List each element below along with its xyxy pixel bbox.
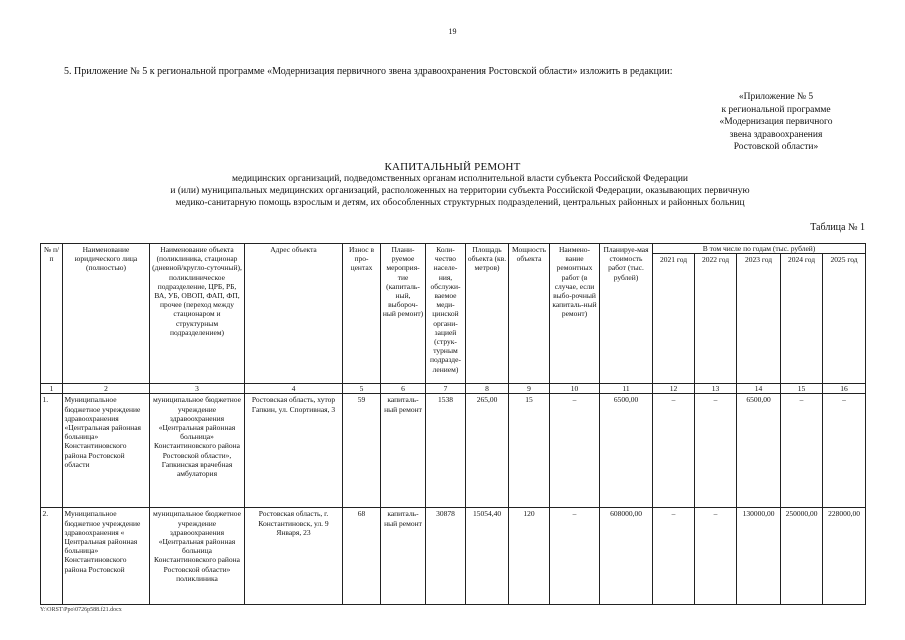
column-number: 16: [823, 384, 866, 394]
file-path-footer: Y:\ORST\Ppo\0726p588.f21.docx: [40, 607, 122, 613]
column-number: 14: [737, 384, 781, 394]
column-number: 7: [426, 384, 466, 394]
header-year-2024: 2024 год: [781, 254, 823, 384]
cell-entity: Муниципальное бюджетное учреждение здравоохранения « Центральная районная больница» Константиновского района Ростовской: [63, 508, 150, 605]
cell-population: 30878: [426, 508, 466, 605]
cell-capacity: 120: [509, 508, 550, 605]
column-number: 3: [150, 384, 245, 394]
cell-year-2024: 250000,00: [781, 508, 823, 605]
appendix-line: Ростовской области»: [733, 142, 819, 152]
document-subtitle: [60, 173, 860, 209]
header-object: Наименование объекта (поликлиника, стационар (дневной/кругло-суточный), поликлиническое подразделение, ЦРБ, РБ, ВА, УБ, ОВОП, ФАП, ФП, прочее (переход между стационаром и структурным подразделением): [150, 244, 245, 384]
cell-wear: 59: [343, 394, 381, 508]
column-number: 1: [41, 384, 63, 394]
page-number: 19: [448, 27, 457, 36]
cell-measure: капиталь-ный ремонт: [381, 508, 426, 605]
table-row: [41, 508, 866, 605]
header-year-2023: 2023 год: [737, 254, 781, 384]
cell-year-2025: –: [823, 394, 866, 508]
cell-works: –: [550, 394, 600, 508]
cell-year-2023: 6500,00: [737, 394, 781, 508]
header-entity: Наименование юридического лица (полностью): [63, 244, 150, 384]
subtitle-line: медицинских организаций, подведомственных органам исполнительной власти субъекта Российской Федерации: [231, 174, 689, 184]
cell-address: Ростовская область, хутор Гапкин, ул. Спортивная, 3: [245, 394, 343, 508]
column-number: 11: [600, 384, 653, 394]
header-measure: Плани-руемое мероприя-тие (капиталь-ный, выбороч-ный ремонт): [381, 244, 426, 384]
column-number: 8: [466, 384, 509, 394]
header-population: Коли-чество населе-ния, обслужи-ваемое меди-цинской органи-зацией (струк-турным подразде-лением): [426, 244, 466, 384]
cell-cost: 608000,00: [600, 508, 653, 605]
cell-num: 2.: [41, 508, 63, 605]
cell-capacity: 15: [509, 394, 550, 508]
cell-year-2024: –: [781, 394, 823, 508]
header-capacity: Мощность объекта: [509, 244, 550, 384]
header-year-2025: 2025 год: [823, 254, 866, 384]
appendix-reference: [688, 91, 864, 154]
cell-object: муниципальное бюджетное учреждение здравоохранения «Центральная районная больница Константиновского района Ростовской области» поликлиника: [150, 508, 245, 605]
cell-year-2023: 130000,00: [737, 508, 781, 605]
column-number: 15: [781, 384, 823, 394]
table-row: [41, 394, 866, 508]
column-number: 5: [343, 384, 381, 394]
appendix-line: «Модернизация первичного: [719, 117, 833, 127]
header-wear: Износ в про-центах: [343, 244, 381, 384]
subtitle-line: и (или) муниципальных медицинских организаций, расположенных на территории субъекта Российской Федерации, оказывающих первичную: [170, 186, 750, 196]
column-number: 10: [550, 384, 600, 394]
column-number: 12: [653, 384, 695, 394]
cell-measure: капиталь-ный ремонт: [381, 394, 426, 508]
header-area: Площадь объекта (кв. метров): [466, 244, 509, 384]
cell-object: муниципальное бюджетное учреждение здравоохранения «Центральная районная больница» Константиновского района Ростовской области», Гапкинская врачебная амбулатория: [150, 394, 245, 508]
cell-cost: 6500,00: [600, 394, 653, 508]
appendix-line: к региональной программе: [721, 104, 831, 115]
cell-area: 265,00: [466, 394, 509, 508]
appendix-line: «Приложение № 5: [738, 92, 814, 102]
column-number: 13: [695, 384, 737, 394]
header-address: Адрес объекта: [245, 244, 343, 384]
cell-year-2022: –: [695, 394, 737, 508]
header-cost: Планируе-мая стоимость работ (тыс. рублей): [600, 244, 653, 384]
cell-address: Ростовская область, г. Константиновск, ул. 9 Января, 23: [245, 508, 343, 605]
header-years-group: В том числе по годам (тыс. рублей): [653, 244, 866, 254]
subtitle-line: медико-санитарную помощь взрослым и детям, их обособленных структурных подразделений, центральных районных и районных больниц: [175, 198, 745, 208]
column-number: 9: [509, 384, 550, 394]
document-title: КАПИТАЛЬНЫЙ РЕМОНТ: [384, 161, 521, 173]
header-works: Наимено-вание ремонтных работ (в случае, если выбо-рочный капиталь-ный ремонт): [550, 244, 600, 384]
cell-num: 1.: [41, 394, 63, 508]
header-year-2022: 2022 год: [695, 254, 737, 384]
appendix-line: звена здравоохранения: [729, 129, 823, 140]
column-number: 2: [63, 384, 150, 394]
cell-year-2021: –: [653, 394, 695, 508]
cell-area: 15054,40: [466, 508, 509, 605]
cell-population: 1538: [426, 394, 466, 508]
cell-wear: 68: [343, 508, 381, 605]
cell-year-2025: 228000,00: [823, 508, 866, 605]
header-num: № п/п: [41, 244, 63, 384]
column-number: 6: [381, 384, 426, 394]
cell-entity: Муниципальное бюджетное учреждение здравоохранения «Центральная районная больница» Константиновского района Ростовской области: [63, 394, 150, 508]
capital-repair-table: [40, 243, 866, 605]
cell-works: –: [550, 508, 600, 605]
cell-year-2021: –: [653, 508, 695, 605]
header-year-2021: 2021 год: [653, 254, 695, 384]
column-number: 4: [245, 384, 343, 394]
cell-year-2022: –: [695, 508, 737, 605]
intro-paragraph: 5. Приложение № 5 к региональной программе «Модернизация первичного звена здравоохранения Ростовской области» изложить в редакции:: [64, 66, 673, 77]
table-label: Таблица № 1: [810, 222, 865, 233]
